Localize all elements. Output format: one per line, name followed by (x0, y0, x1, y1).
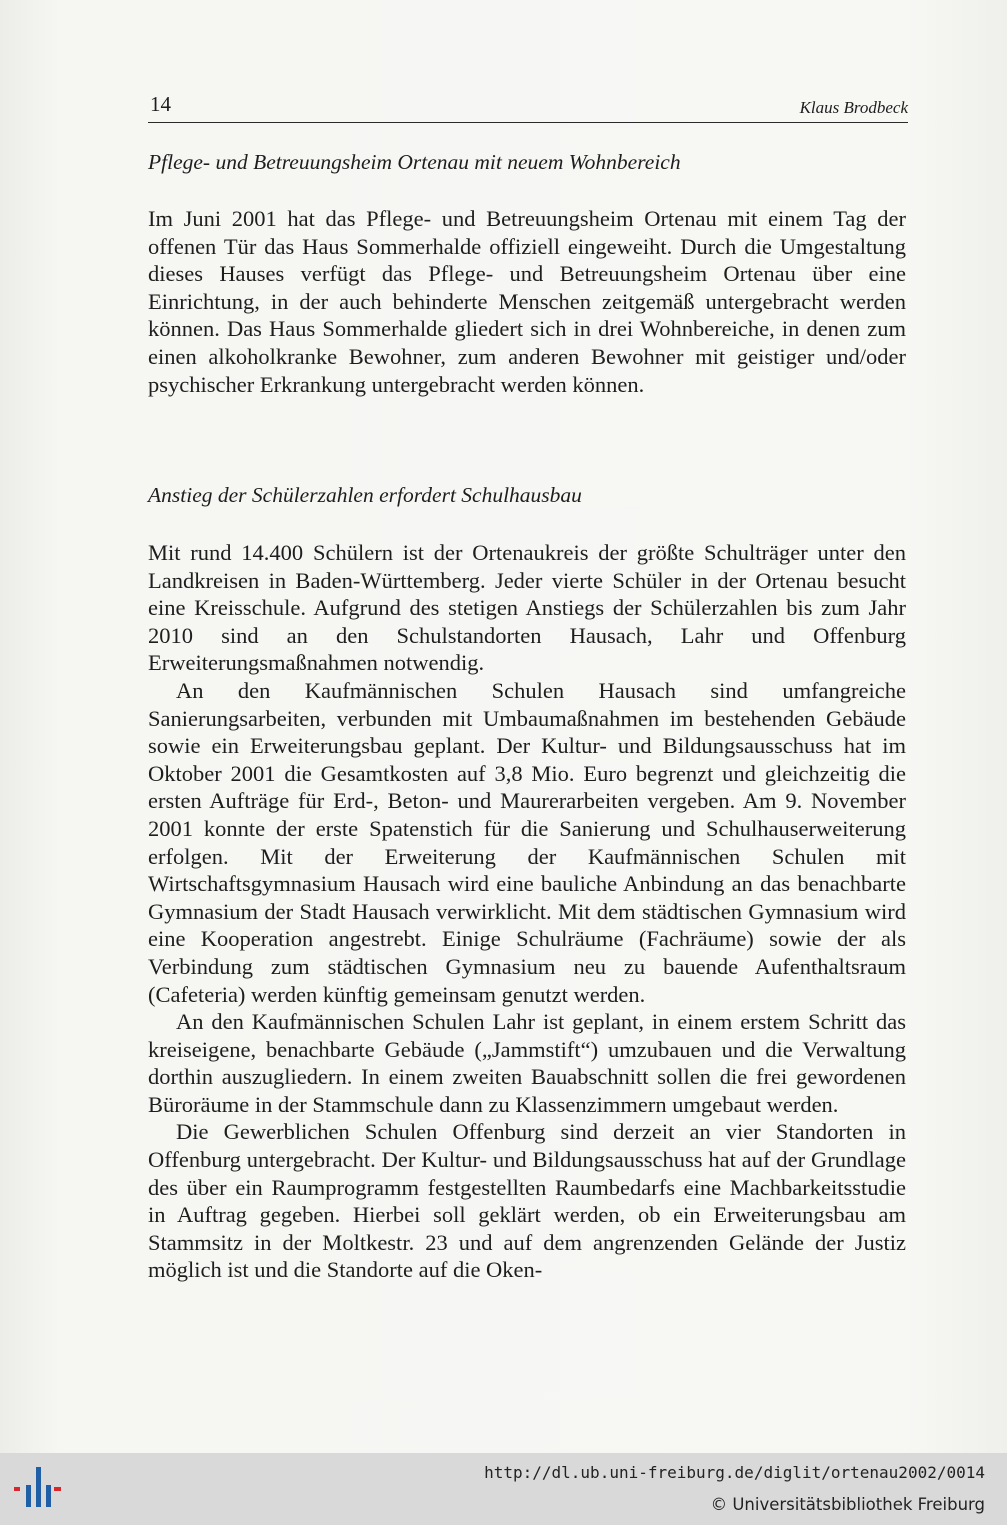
paragraph: Mit rund 14.400 Schülern ist der Ortenaukreis der größte Schulträger unter den Landkreisen in Baden-Württemberg. Jeder vierte Schüler in der Ortenau besucht eine Kreisschule. Aufgrund des stetigen Anstiegs der Schülerzahlen bis zum Jahr 2010 sind an den Schulstandorten Hausach, Lahr und Offenburg Erweiterungsmaßnahmen notwendig. (148, 540, 906, 676)
header-rule (148, 122, 908, 123)
digitization-footer (0, 1453, 1007, 1525)
paragraph: Im Juni 2001 hat das Pflege- und Betreuungsheim Ortenau mit einem Tag der offenen Tür das Haus Sommerhalde offiziell eingeweiht. Durch die Umgestaltung dieses Hauses verfügt das Pflege- und Betreuungsheim Ortenau über eine Einrichtung, in der auch behinderte Menschen zeitgemäß untergebracht werden können. Das Haus Sommerhalde gliedert sich in drei Wohnbereiche, in denen zum einen alkoholkranke Bewohner, zum anderen Bewohner mit geistiger und/oder psychischer Erkrankung untergebracht werden können. (148, 206, 906, 397)
running-header-author: Klaus Brodbeck (799, 98, 908, 117)
source-url-link[interactable]: http://dl.ub.uni-freiburg.de/diglit/ortenau2002/0014 (484, 1463, 985, 1482)
copyright-notice: © Universitätsbibliothek Freiburg (710, 1495, 985, 1514)
section-body-pflegeheim (148, 205, 906, 398)
section-heading-schulhausbau: Anstieg der Schülerzahlen erfordert Schulhausbau (148, 483, 582, 507)
ub-freiburg-logo-icon (12, 1465, 64, 1517)
section-heading-pflegeheim: Pflege- und Betreuungsheim Ortenau mit neuem Wohnbereich (148, 150, 681, 174)
section-body-schulhausbau (148, 539, 906, 1284)
paragraph: An den Kaufmännischen Schulen Hausach sind umfangreiche Sanierungsarbeiten, verbunden mit Umbaumaßnahmen im bestehenden Gebäude sowie ein Erweiterungsbau geplant. Der Kultur- und Bildungsausschuss hat im Oktober 2001 die Gesamtkosten auf 3,8 Mio. Euro begrenzt und gleichzeitig die ersten Aufträge für Erd-, Beton- und Maurerarbeiten vergeben. Am 9. November 2001 konnte der erste Spatenstich für die Sanierung und Schulhauserweiterung erfolgen. Mit der Erweiterung der Kaufmännischen Schulen mit Wirtschaftsgymnasium Hausach wird eine bauliche Anbindung an das benachbarte Gymnasium der Stadt Hausach verwirklicht. Mit dem städtischen Gymnasium wird eine Kooperation angestrebt. Einige Schulräume (Fachräume) sowie der als Verbindung zum städtischen Gymnasium neu zu bauende Aufenthaltsraum (Cafeteria) werden künftig gemeinsam genutzt werden. (148, 677, 906, 1007)
running-header (148, 92, 908, 122)
paragraph: Die Gewerblichen Schulen Offenburg sind derzeit an vier Standorten in Offenburg untergebracht. Der Kultur- und Bildungsausschuss hat auf der Grundlage des über ein Raumprogramm festgestellten Raumbedarfs eine Machbarkeitsstudie in Auftrag gegeben. Hierbei soll geklärt werden, ob ein Erweiterungsbau am Stammsitz in der Moltkestr. 23 und auf dem angrenzenden Gelände der Justiz möglich ist und die Standorte auf die Oken- (148, 1119, 906, 1283)
paragraph: An den Kaufmännischen Schulen Lahr ist geplant, in einem erstem Schritt das kreiseigene, benachbarte Gebäude („Jammstift“) umzubauen und die Verwaltung dorthin auszugliedern. In einem zweiten Bauabschnitt sollen die frei gewordenen Büroräume in der Stammschule dann zu Klassenzimmern umgebaut werden. (148, 1009, 906, 1117)
page-number: 14 (150, 92, 171, 116)
